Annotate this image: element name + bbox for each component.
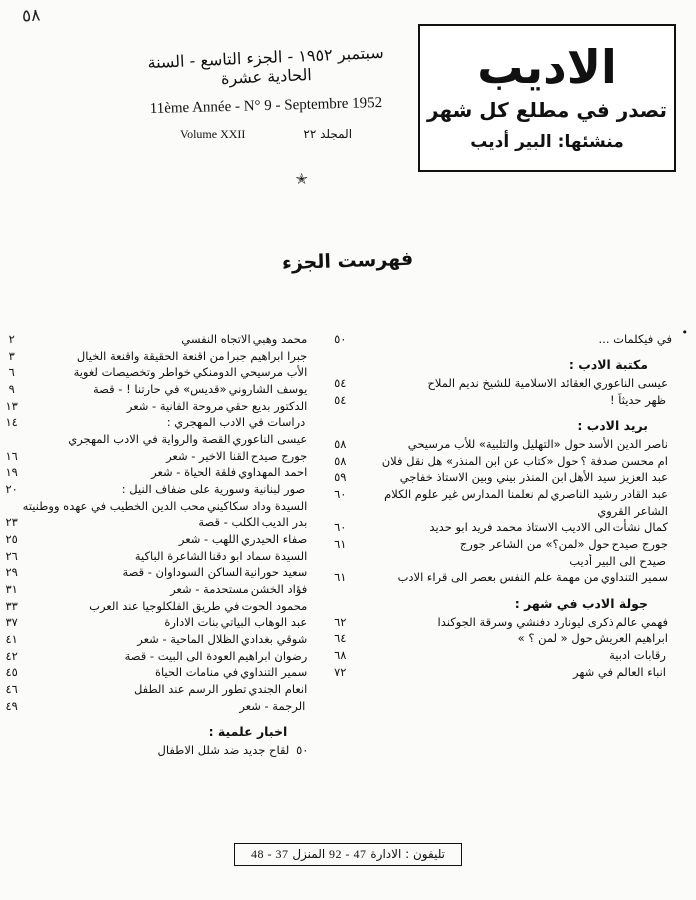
entry-author: عيسى الناعوري (593, 376, 668, 391)
entry-author: سمير التنداوي (240, 665, 308, 680)
entry-page: ٣١ (5, 582, 18, 597)
entry-title: صور لبنانية وسورية على ضفاف النيل : (121, 482, 306, 497)
entry-page: ٥٩ (334, 470, 347, 485)
entry-author: ام محسن صدفة ؟ (580, 453, 668, 468)
entry-title: مروحة الفانية - شعر (126, 398, 224, 413)
issue-french-line: 11ème Année - N° 9 - Septembre 1952 (149, 94, 383, 118)
contents-columns (5, 326, 688, 822)
list-item (1, 582, 314, 597)
entry-page: ٢٩ (5, 565, 18, 580)
entry-page: ٦٢ (334, 614, 347, 629)
home-label: المنزل (292, 847, 326, 861)
entry-author: ناصر الدين الأسد (587, 437, 668, 452)
list-item (329, 665, 674, 680)
list-item (329, 470, 674, 485)
list-item (1, 482, 314, 497)
entry-author: جورج صيدح (611, 537, 668, 552)
entry-title: محب الدين الخطيب في عهده ووطنيته (22, 498, 205, 513)
entry-title: ابن المنذر بيني وبين الاستاذ خفاجي (399, 470, 567, 485)
entry-title: ظهر حديثاً ! (609, 392, 666, 407)
list-item (1, 743, 314, 758)
entry-author: انعام الجندي (248, 682, 308, 697)
entry-title: خواطر وتخصيصات لغوية (73, 365, 191, 380)
list-item (1, 565, 314, 580)
entry-title: القنا الاخير - شعر (166, 448, 249, 463)
list-item (1, 515, 314, 530)
list-item (329, 376, 674, 391)
entry-author: عبد القادر رشيد الناصري (550, 487, 668, 502)
list-item (1, 665, 314, 680)
contents-title (0, 247, 696, 275)
entry-title: الكلب - قصة (198, 515, 260, 530)
list-item (329, 332, 674, 347)
admin-label: الادارة (370, 847, 402, 861)
section-heading: جولة الادب في شهر : (514, 595, 648, 611)
entry-author: محمود الحوت (241, 598, 308, 613)
entry-title: الشاعرة الباكية (134, 548, 207, 563)
entry-author: جورج صيدح (250, 448, 308, 463)
entry-page: ٢٦ (5, 548, 18, 563)
entry-page: ٢٥ (5, 532, 18, 547)
corner-page-number: ٥٨ (21, 5, 41, 27)
list-item (329, 504, 674, 519)
list-item (1, 465, 314, 480)
entry-title: من مهمة علم النفس بعصر الى قراء الادب (397, 570, 599, 585)
list-item (329, 437, 674, 452)
entry-title: الساكن السوداوان - قصة (122, 565, 243, 580)
entry-author: محمد وهبي (252, 332, 308, 346)
entry-title: الرجمة - شعر (239, 698, 306, 713)
entry-author: عيسى الناعوري (232, 432, 308, 447)
entry-title: تطور الرسم عند الطفل (133, 682, 247, 697)
footer (0, 843, 696, 866)
list-item (329, 631, 674, 646)
entry-title: رقابات ادبية (609, 647, 666, 662)
entry-title: حول « لمن ؟ » (517, 631, 593, 646)
entry-title: في طريق الفلكلوجيا عند العرب (89, 598, 240, 613)
entry-author: فهمي عالم (615, 614, 668, 629)
entry-author: احمد المهداوي (238, 465, 308, 480)
entry-author: يوسف الشاروني (228, 382, 308, 397)
list-item (329, 454, 674, 469)
entry-author: جبرا ابراهيم جبرا (226, 348, 308, 363)
entry-page: ٦ (8, 365, 15, 380)
entry-page: ١٤ (5, 415, 18, 430)
entry-title: في فيكلمات ... (598, 332, 672, 346)
issue-arabic-line: سبتمبر ١٩٥٢ - الجزء التاسع - السنة الحادية عشرة (147, 42, 385, 88)
entry-page: ٩ (8, 382, 15, 397)
entry-author: كمال نشأت (612, 520, 668, 535)
entry-author: الشاعر القروي (597, 503, 668, 518)
entry-title: في منامات الحياة (154, 665, 239, 680)
entry-page: ٥٨ (334, 453, 347, 468)
entry-page: ٣٣ (5, 598, 18, 613)
entry-page: ٤٥ (5, 665, 18, 680)
list-item (1, 432, 314, 447)
entry-page: ٦٤ (334, 631, 347, 646)
entry-author: شوقي بغدادي (240, 632, 308, 647)
entry-title: انباء العالم في شهر (572, 664, 666, 679)
entry-page: ٢٠ (5, 482, 18, 497)
telephone-label: تليفون : (405, 847, 446, 861)
entry-author: سعيد حورانية (244, 565, 308, 580)
entry-page: ٤٦ (5, 682, 18, 697)
list-item (329, 393, 674, 408)
entry-page: ٥٤ (334, 392, 347, 407)
list-item (1, 415, 314, 430)
masthead-subtitle: تصدر في مطلع كل شهر (427, 98, 667, 122)
entry-page: ٣٧ (5, 615, 18, 630)
entry-title: صيدح الى البير أديب (569, 553, 666, 568)
entry-page: ١٩ (5, 465, 18, 480)
home-number: 48 - 37 (251, 847, 289, 861)
list-item (1, 615, 314, 630)
entry-page: ٦١ (334, 570, 347, 585)
contents-column-secondary (321, 326, 688, 822)
entry-title: القصة والرواية في الادب المهجري (68, 432, 231, 447)
entry-page: ٥٨ (334, 437, 347, 452)
list-item (329, 615, 674, 630)
entry-page: ٢٣ (5, 515, 18, 530)
entry-title: مستحدمة - شعر (170, 582, 249, 597)
entry-page: ٥٠ (296, 742, 309, 757)
entry-title: من اقنعة الحقيقة واقنعة الخيال (76, 348, 225, 363)
entry-title: فلقة الحياة - شعر (151, 465, 237, 480)
masthead-box (418, 24, 676, 172)
list-item (1, 699, 314, 714)
entry-page: ٢ (8, 332, 15, 346)
list-item (329, 537, 674, 552)
masthead-founder: منشئها: البير أديب (470, 132, 624, 152)
list-item (1, 449, 314, 464)
list-item (1, 382, 314, 397)
entry-author: عبد العزيز سيد الأهل (568, 470, 668, 485)
section-heading: بريد الادب : (577, 418, 648, 434)
list-item (1, 682, 314, 697)
entry-page: ٦١ (334, 537, 347, 552)
entry-page: ٣ (8, 348, 15, 363)
magazine-logo: الاديب (477, 40, 617, 94)
list-item (1, 549, 314, 564)
entry-author: رضوان ابراهيم (237, 648, 308, 663)
entry-author: عبد الوهاب البياتي (220, 615, 308, 630)
entry-page: ٥٠ (334, 332, 347, 346)
contents-title-text: فهرست الجزء (282, 247, 414, 275)
entry-title: «قديس» في حارتنا ! - قصة (93, 382, 227, 397)
issue-info (136, 42, 396, 142)
admin-number: 92 - 47 (329, 847, 367, 861)
entry-author: الأب مرسيحي الدومنكي (192, 365, 308, 380)
entry-title: حول «كتاب عن ابن المنذر» هل نقل فلان (381, 453, 579, 468)
entry-page: ١٣ (5, 398, 18, 413)
list-item (1, 649, 314, 664)
list-item (1, 499, 314, 514)
entry-title: لقاح جديد ضد شلل الاطفال (157, 742, 290, 757)
telephone-box (234, 843, 462, 866)
entry-title: العودة الى البيت - قصة (124, 648, 236, 663)
entry-page: ٤١ (5, 632, 18, 647)
entry-page: ١٦ (5, 448, 18, 463)
volume-arabic: المجلد ٢٢ (303, 127, 353, 141)
entry-title: العقائد الاسلامية للشيخ نديم الملاح (427, 376, 592, 391)
entry-title: لم نعلمنا المدارس غير علوم الكلام (384, 487, 549, 502)
entry-page: ٦٠ (334, 487, 347, 502)
entry-title: الى الاديب الاستاذ محمد فريد ابو حديد (429, 520, 611, 535)
list-item (1, 332, 314, 347)
list-item (1, 532, 314, 547)
star-ornament-icon: ✭ (295, 170, 308, 188)
entry-page: ٧٢ (334, 664, 347, 679)
bullet-icon: • (681, 326, 688, 339)
entry-author: بدر الديب (261, 515, 308, 530)
entry-author: سمير التنداوي (600, 570, 668, 585)
entry-title: حول «لمن؟» من الشاعر جورج (459, 537, 610, 552)
entry-page: ٦٨ (334, 647, 347, 662)
list-item (1, 399, 314, 414)
entry-title: بنات الادارة (164, 615, 219, 630)
list-item (329, 570, 674, 585)
entry-page: ٦٠ (334, 520, 347, 535)
list-item (329, 554, 674, 569)
entry-title: دراسات في الادب المهجري : (166, 415, 306, 430)
entry-author: صفاء الحيدري (240, 532, 308, 547)
list-item (329, 648, 674, 663)
issue-volume-line (136, 127, 396, 142)
entry-author: فؤاد الخشن (250, 582, 308, 597)
list-item (1, 365, 314, 380)
news-section-head: اخبار علمية : (208, 723, 288, 739)
list-item (1, 632, 314, 647)
list-item (1, 349, 314, 364)
list-item (1, 599, 314, 614)
list-item (329, 520, 674, 535)
contents-column-primary (0, 332, 321, 822)
entry-title: اللهب - شعر (178, 532, 239, 547)
entry-title: ذكرى ليونارد دفنشي وسرقة الجوكندا (437, 614, 614, 629)
entry-title: الاتجاه النفسي (181, 332, 251, 346)
entry-author: ابراهيم العريش (594, 631, 668, 646)
entry-author: السيدة وداد سكاكيني (206, 498, 308, 513)
entry-title: الظلال الماحية - شعر (137, 632, 239, 647)
entry-page: ٤٩ (5, 698, 18, 713)
entry-author: الدكتور بديع حقي (225, 398, 308, 413)
entry-title: حول «التهليل والتلبية» للأب مرسيحي (407, 437, 586, 452)
entry-author: السيدة سماد ابو دقنا (208, 548, 308, 563)
list-item (329, 487, 674, 502)
entry-page: ٥٤ (334, 376, 347, 391)
entry-page: ٤٢ (5, 648, 18, 663)
section-heading: مكتبة الادب : (568, 357, 648, 373)
volume-latin: Volume XXII (179, 127, 246, 141)
